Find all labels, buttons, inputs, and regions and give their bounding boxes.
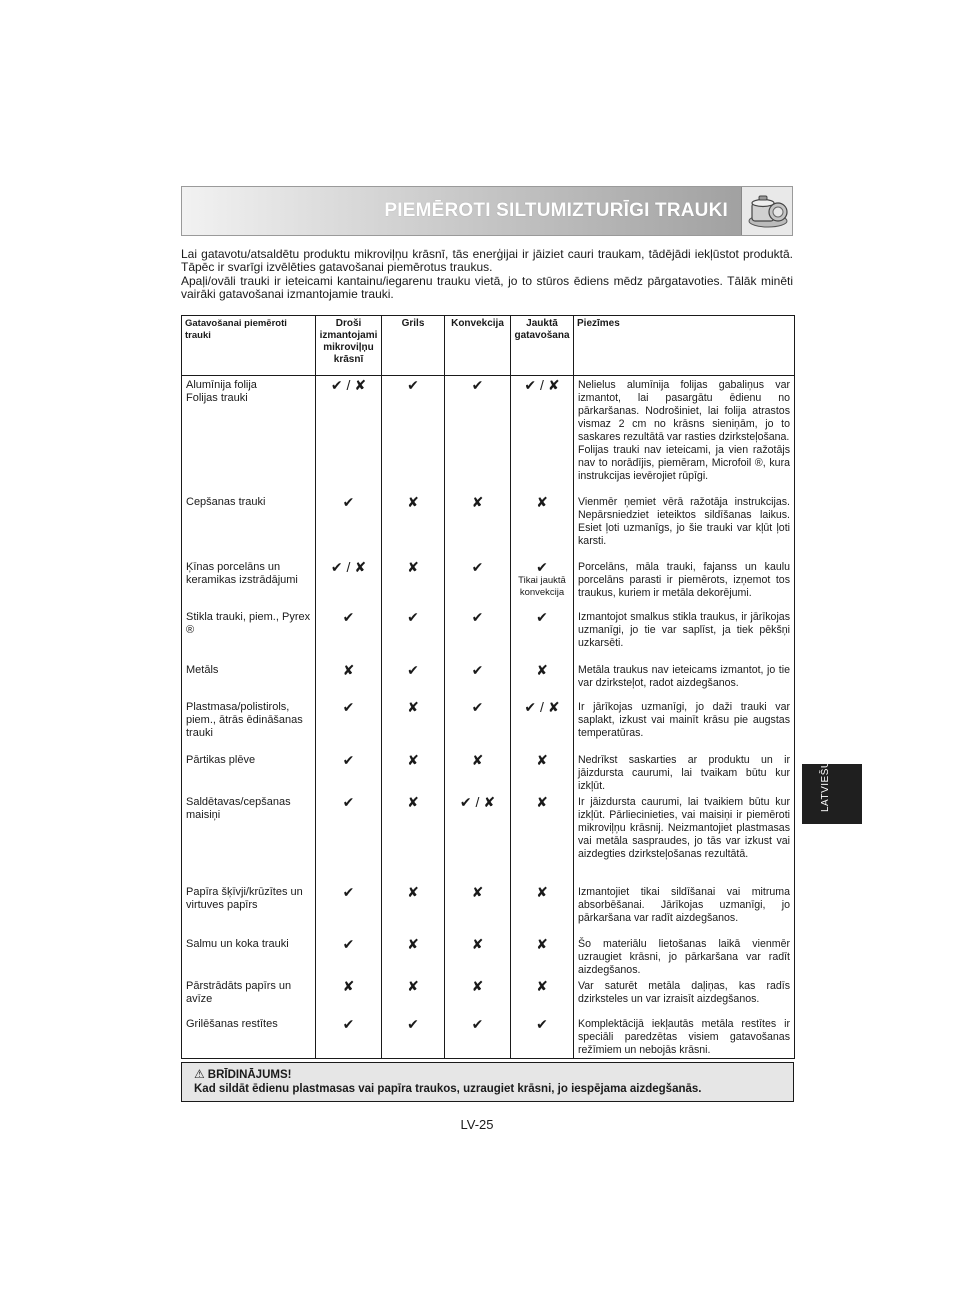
mixed-mark-symbol: ✔ [536,558,548,575]
warning-box [181,1062,794,1102]
dish-notes: Metāla traukus nav ieteicams izmantot, jo tie var dzirksteļot, radot aizdegšanos. [574,661,795,698]
dish-notes: Var saturēt metāla daļiņas, kas radīs dzirksteles un var izraisīt aizdegšanos. [574,977,795,1015]
table-row [182,608,795,661]
microwave-mark: ✔ [316,751,382,793]
dish-name: Saldētavas/cepšanas maisiņi [182,793,316,883]
header-grill: Grils [382,316,445,376]
dish-notes: Ir jāizdursta caurumi, lai tvaikiem būtu kur izkļūt. Pārliecinieties, vai maisiņi ir piemēroti mikroviļņu krāsnij. Neizmantojiet plastmasas vai metāla saspraudes, jo tās var izkust vai aizdegties dzirksteļošanas rezultātā. [574,793,795,883]
microwave-mark: ✔ [316,698,382,751]
convection-mark: ✔ / ✘ [445,793,511,883]
table-row [182,793,795,883]
table-row [182,661,795,698]
microwave-mark: ✔ [316,1015,382,1059]
dish-name: Stikla trauki, piem., Pyrex ® [182,608,316,661]
microwave-mark: ✔ [316,493,382,558]
convection-mark: ✘ [445,751,511,793]
warning-triangle-icon: ⚠ [194,1067,205,1081]
mixed-mark [511,935,574,977]
convection-mark: ✘ [445,493,511,558]
dish-notes: Nelielus alumīnija folijas gabaliņus var izmantot, lai pasargātu ēdienu no pārkaršanas. Nodrošiniet, lai folija atrastos vismaz 2 cm no krāsns sieniņām, jo to saskares rezultātā var rasties dzirksteļošana. Folijas trauki nav ieteicami, ja vien ražotājs nav to norādījis, piemēram, Microfoil ®, kura instrukcijas ievērojiet rūpīgi. [574,376,795,493]
dish-name: Plastmasa/polistirols, piem., ātrās ēdināšanas trauki [182,698,316,751]
mixed-mark-symbol: ✘ [536,793,548,810]
convection-mark: ✘ [445,977,511,1015]
dish-notes: Izmantojiet tikai sildīšanai vai mitruma absorbēšanai. Jārīkojas uzmanīgi, jo pārkaršana var radīt aizdegšanos. [574,883,795,935]
grill-mark: ✘ [382,558,445,608]
grill-mark: ✘ [382,977,445,1015]
language-label: LATVIEŠU [820,760,831,812]
mixed-mark [511,558,574,608]
dish-notes: Šo materiālu lietošanas laikā vienmēr uzraugiet krāsni, jo pārkaršana var radīt aizdegšanos. [574,935,795,977]
convection-mark: ✔ [445,558,511,608]
mixed-mark-symbol: ✔ / ✘ [524,377,560,393]
warning-title: BRĪDINĀJUMS! [207,1069,292,1081]
dish-name: Alumīnija folija Folijas trauki [182,376,316,493]
mixed-mark [511,1015,574,1059]
table-row [182,883,795,935]
mixed-mark-symbol: ✔ [536,608,548,625]
grill-mark: ✔ [382,661,445,698]
microwave-mark: ✘ [316,661,382,698]
grill-mark: ✘ [382,793,445,883]
mixed-mark-symbol: ✘ [536,493,548,510]
convection-mark: ✔ [445,608,511,661]
grill-mark: ✔ [382,608,445,661]
dish-name: Metāls [182,661,316,698]
microwave-mark: ✘ [316,977,382,1015]
table-row [182,1015,795,1059]
mixed-mark-symbol: ✔ [536,1015,548,1032]
mixed-mark [511,608,574,661]
convection-mark: ✘ [445,935,511,977]
convection-mark: ✔ [445,698,511,751]
mixed-mark [511,376,574,493]
dish-name: Ķīnas porcelāns un keramikas izstrādājumi [182,558,316,608]
dish-name: Pārstrādāts papīrs un avīze [182,977,316,1015]
convection-mark: ✘ [445,883,511,935]
dish-notes: Nedrīkst saskarties ar produktu un ir jāizdursta caurumi, lai tvaikam būtu kur izkļūt. [574,751,795,793]
mixed-mark [511,793,574,883]
dish-name: Pārtikas plēve [182,751,316,793]
mixed-mark [511,977,574,1015]
table-row [182,977,795,1015]
mixed-mark [511,883,574,935]
page-number: LV-25 [460,1117,494,1132]
mixed-mark-symbol: ✘ [536,883,548,900]
microwave-mark: ✔ [316,883,382,935]
header-dish: Gatavošanai piemēroti trauki [182,316,316,376]
mixed-mark-symbol: ✘ [536,935,548,952]
header-notes: Piezīmes [574,316,795,376]
table-row [182,935,795,977]
cookware-icon [741,187,792,235]
grill-mark: ✘ [382,751,445,793]
dish-notes: Ir jārīkojas uzmanīgi, jo daži trauki var saplakt, izkust vai mainīt krāsu pie augstas temperatūras. [574,698,795,751]
header-mixed: Jauktā gatavošana [511,316,574,376]
grill-mark: ✔ [382,1015,445,1059]
dish-notes: Izmantojot smalkus stikla traukus, ir jārīkojas uzmanīgi, jo tie var saplīst, ja tiek pēkšņi uzkarsēti. [574,608,795,661]
mixed-mark-note: Tikai jauktā konvekcija [518,574,566,598]
dish-name: Papīra šķīvji/krūzītes un virtuves papīrs [182,883,316,935]
grill-mark: ✘ [382,935,445,977]
header-convection: Konvekcija [445,316,511,376]
convection-mark: ✔ [445,376,511,493]
section-title: PIEMĒROTI SILTUMIZTURĪGI TRAUKI [384,200,728,221]
microwave-mark: ✔ / ✘ [316,558,382,608]
intro-paragraph: Apaļi/ovāli trauki ir ieteicami kantainu/iegarenu trauku vietā, jo to stūros ēdiens mēdz pārgatavoties. Tālāk minēti vairāki gatavošanai izmantojamie trauki. [181,273,793,302]
grill-mark: ✘ [382,698,445,751]
grill-mark: ✘ [382,493,445,558]
dish-notes: Vienmēr ņemiet vērā ražotāja instrukcijas. Nepārsniedziet ieteiktos sildīšanas laikus. Esiet ļoti uzmanīgs, jo šie trauki var kļūt ļoti karsti. [574,493,795,558]
intro-paragraph: Lai gatavotu/atsaldētu produktu mikroviļņu krāsnī, tās enerģijai ir jāiziet cauri traukam, tādējādi iekļūstot produktā. Tāpēc ir svarīgi izvēlēties gatavošanai piemērotus traukus. [181,247,793,275]
mixed-mark [511,493,574,558]
table-row [182,558,795,608]
microwave-mark: ✔ / ✘ [316,376,382,493]
convection-mark: ✔ [445,1015,511,1059]
cookware-table [181,315,794,1056]
mixed-mark-symbol: ✘ [536,751,548,768]
table-row [182,493,795,558]
microwave-mark: ✔ [316,793,382,883]
grill-mark: ✔ [382,376,445,493]
mixed-mark [511,698,574,751]
language-tab [802,760,862,824]
microwave-mark: ✔ [316,608,382,661]
mixed-mark-symbol: ✘ [536,661,548,678]
table-row [182,751,795,793]
dish-name: Salmu un koka trauki [182,935,316,977]
table-row [182,698,795,751]
dish-notes: Porcelāns, māla trauki, fajanss un kaulu porcelāns parasti ir piemērots, izņemot tos traukus, kuriem ir metāla dekorējumi. [574,558,795,608]
mixed-mark [511,661,574,698]
grill-mark: ✘ [382,883,445,935]
microwave-mark: ✔ [316,935,382,977]
dish-name: Cepšanas trauki [182,493,316,558]
table-row [182,376,795,493]
mixed-mark [511,751,574,793]
convection-mark: ✔ [445,661,511,698]
dish-name: Grilēšanas restītes [182,1015,316,1059]
mixed-mark-symbol: ✘ [536,977,548,994]
warning-text: Kad sildāt ēdienu plastmasas vai papīra traukos, uzraugiet krāsni, jo iespējama aizdegšanās. [194,1083,702,1095]
intro-text [181,248,793,302]
section-header [181,186,793,236]
mixed-mark-symbol: ✔ / ✘ [524,698,560,715]
header-microwave: Droši izmantojami mikroviļņu krāsnī [316,316,382,376]
dish-notes: Komplektācijā iekļautās metāla restītes ir speciāli paredzētas visiem gatavošanas režīmiem un nebojās krāsni. [574,1015,795,1059]
